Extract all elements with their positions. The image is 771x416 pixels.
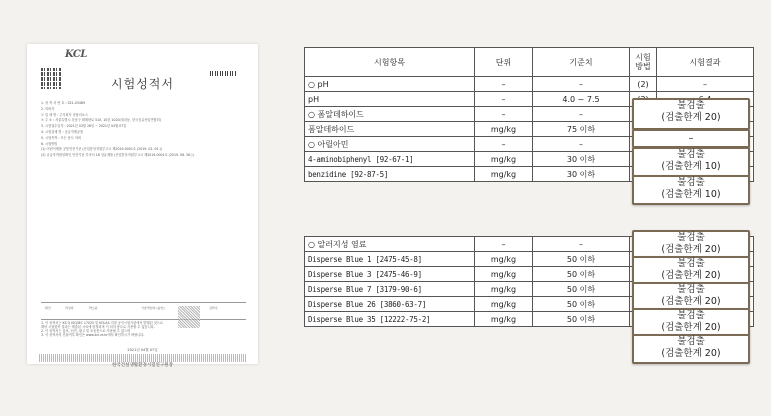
approver-label: 기술책임자 (승인) [141,306,165,310]
detail-line: 6. 시험방법 [41,141,58,146]
cell-standard: – [533,107,630,122]
issue-date: 2021년 04월 07일 [127,348,158,352]
result-badge-formaldehyde [632,98,750,130]
note-line: 해당 시험항목 결과는 제출된 시료에 한정되며 이 외의 용도로 사용할 수 없습니다. [41,325,155,329]
cell-method: (2) [630,77,657,92]
detail-line: ① 업 체 명 : 주식회사 상품리소스 [41,112,88,117]
badge-result: – [688,133,694,144]
badge-limit: (검출한계 20) [661,296,721,307]
cell-unit: mg/kg [475,167,533,182]
cell-standard: 30 이하 [533,167,630,182]
table-header-row [305,48,754,77]
result-badge-disperse-blue-7 [632,308,750,336]
cell-item: 폼알데하이드 [305,122,475,137]
cell-standard: 50 이하 [533,252,630,267]
institution-name: 한국건설생활환경시험연구원장 [112,363,173,368]
cell-unit: mg/kg [475,122,533,137]
detail-line: 1. 성 적 서 번 호 : S21-03489 [41,101,85,105]
cell-standard: 50 이하 [533,267,630,282]
cell-standard: 50 이하 [533,282,630,297]
header-method: 시험방법 [630,48,657,77]
badge-result: 불검출 [677,336,705,347]
cell-result: – [657,77,754,92]
badge-limit: (검출한계 20) [661,244,721,255]
footer-barcode-icon [39,354,246,362]
official-seal-icon [178,306,200,328]
cell-standard: 75 이하 [533,122,630,137]
note-line: 3. 이 성적서의 진위여부 확인은 www.kcl.re.kr에서 확인하시기 바랍니다. [41,333,145,337]
detail-line: 2. 의뢰자 [41,106,55,111]
badge-result: 불검출 [677,232,705,243]
cell-item: ○ 폼알데하이드 [305,107,475,122]
badge-limit: (검출한계 10) [661,161,721,172]
cell-standard: 4.0 ~ 7.5 [533,92,630,107]
cell-unit: mg/kg [475,282,533,297]
certificate-details [41,101,246,159]
detail-line: (1) 어린이제품 공통안전기준 (산업통상자원부고시 제2019-0001호 (2019. 02. 05.)) [41,147,162,152]
cell-item: ○ 알러지성 염료 [305,237,475,252]
cell-item: ○ 아릴아민 [305,137,475,152]
cell-unit: – [475,237,533,252]
cell-unit: mg/kg [475,297,533,312]
cell-item: benzidine [92-87-5] [305,167,475,182]
certificate-title: 시험성적서 [111,77,174,91]
result-badge-disperse-blue-26-35 [632,334,750,364]
result-badge-disperse-blue-1 [632,256,750,284]
cell-unit: mg/kg [475,152,533,167]
badge-result: 불검출 [677,177,705,188]
detail-line: ② 주 소 : 서울특별시 강남구 테헤란로 510, 10층 1020(대치동, 한국섬유산업연합회) [41,118,161,123]
cell-item: Disperse Blue 1 [2475-45-8] [305,252,475,267]
cell-item: 4-aminobiphenyl [92-67-1] [305,152,475,167]
detail-line: (2) 공급자적합성확인 안전기준 부속서 18 섬유제품 (산업통상자원부고시 제2019-0001호 (2019. 06. 26.)) [41,153,194,158]
cell-unit: mg/kg [475,267,533,282]
badge-limit: (검출한계 20) [661,270,721,281]
header-result: 시험결과 [657,48,754,77]
cell-standard: 30 이하 [533,152,630,167]
cell-item: ○ pH [305,77,475,92]
detail-line: 3. 시험접수일자 : 2021년 03월 26일 ~ 2021년 04월 07일 [41,124,127,129]
cell-item: Disperse Blue 7 [3179-90-6] [305,282,475,297]
cell-standard: – [533,237,630,252]
badge-limit: (검출한계 20) [661,112,721,123]
detail-line: 4. 시험검체 명 : 공급자제공품 [41,129,84,134]
cell-unit: – [475,107,533,122]
badge-limit: (검출한계 20) [661,322,721,333]
result-badge-arylamine [632,129,750,148]
result-badge-benzidine [632,175,750,205]
cell-standard: 50 이하 [533,312,630,327]
writer-label: 작성자 [65,306,74,310]
header-standard: 기준치 [533,48,630,77]
approver-name: 김학수 [209,306,218,310]
badge-result: 불검출 [677,149,705,160]
badge-limit: (검출한계 20) [661,348,721,359]
cell-unit: – [475,137,533,152]
cell-item: Disperse Blue 26 [3860-63-7] [305,297,475,312]
cell-standard: – [533,137,630,152]
table-row [305,77,754,92]
badge-result: 불검출 [677,258,705,269]
result-badge-allergenic-dyes [632,230,750,258]
cell-unit: mg/kg [475,252,533,267]
note-line: 1. 이 성적서는 KS Q ISO/IEC 17025 및 KOLAS 지정 공인시험기관에서 발행된 것으로 [41,321,163,325]
badge-limit: (검출한계 10) [661,189,721,200]
result-badge-disperse-blue-3 [632,282,750,310]
badge-result: 불검출 [677,284,705,295]
header-unit: 단위 [475,48,533,77]
header-item: 시험항목 [305,48,475,77]
cell-unit: – [475,77,533,92]
signature-block [41,302,246,320]
cell-standard: 50 이하 [533,297,630,312]
detail-line: 5. 시험목적 : 모든 용도 의뢰 [41,135,81,140]
cell-item: Disperse Blue 3 [2475-46-9] [305,267,475,282]
result-badge-aminobiphenyl [632,147,750,177]
badge-result: 불검출 [677,310,705,321]
cell-unit: mg/kg [475,312,533,327]
note-line: 2. 이 성적서는 홍보, 선전, 광고 및 소송용으로 사용될 수 없으며 [41,329,131,333]
cell-item: pH [305,92,475,107]
cell-item: Disperse Blue 35 [12222-75-2] [305,312,475,327]
cell-standard: – [533,77,630,92]
badge-result: 불검출 [677,100,705,111]
confirm-label: 확인 [45,306,51,310]
certificate-page [27,44,258,368]
writer-name: 박소윤 [89,306,98,310]
cell-unit: – [475,92,533,107]
kcl-logo: KCL [65,49,87,60]
